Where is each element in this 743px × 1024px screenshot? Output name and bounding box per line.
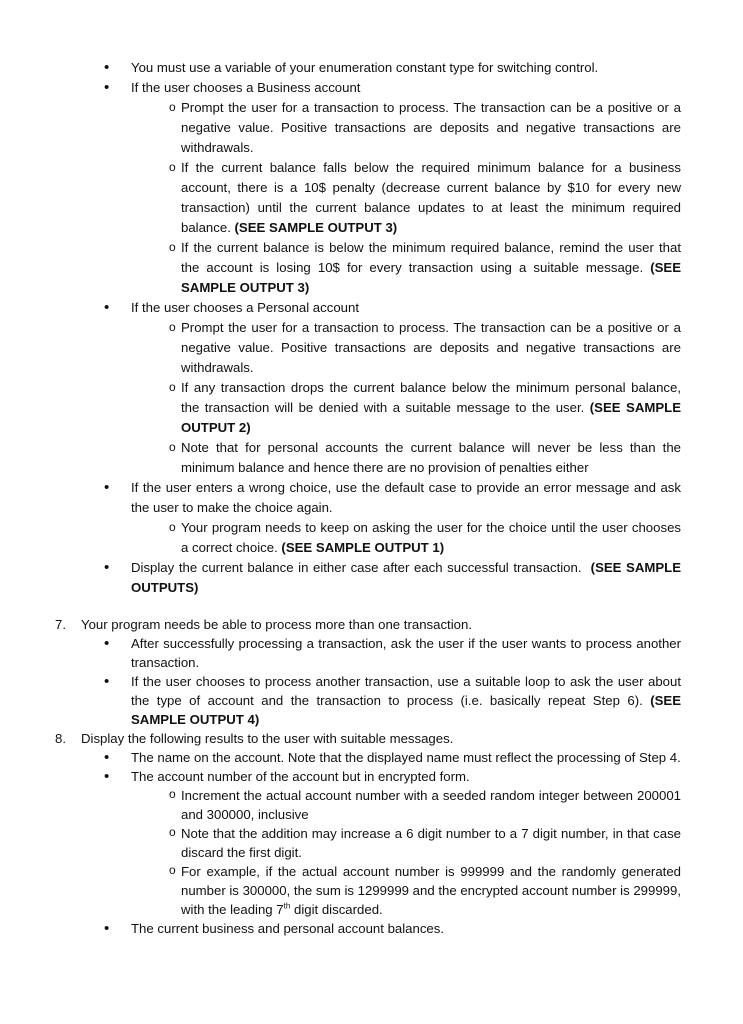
sample-output-ref: (SEE SAMPLE OUTPUTS) <box>131 560 681 595</box>
sub-text: If any transaction drops the current balance below the minimum personal balance, the transaction will be denied with a suitable message to the user. <box>181 380 681 415</box>
section-8-sub-example <box>0 862 681 919</box>
sample-output-ref: (SEE SAMPLE OUTPUT 4) <box>131 693 681 727</box>
business-sub-reminder <box>0 238 681 298</box>
sample-output-ref: (SEE SAMPLE OUTPUT 2) <box>181 400 681 435</box>
bullet-text: After successfully processing a transaction, ask the user if the user wants to process another transaction. <box>131 636 681 670</box>
bullet-personal-account <box>0 298 681 318</box>
bullet-enum-variable <box>0 58 681 78</box>
sub-text: Increment the actual account number with a seeded random integer between 200001 and 300000, inclusive <box>181 788 681 822</box>
sub-text: Note that for personal accounts the current balance will never be less than the minimum balance and hence there are no provision of penalties either <box>181 440 681 475</box>
bullet-text: The current business and personal account balances. <box>131 921 445 936</box>
section-7-heading <box>0 615 681 634</box>
bullet-text: You must use a variable of your enumeration constant type for switching control. <box>131 60 599 75</box>
personal-sub-prompt <box>0 318 681 378</box>
section-number: 8. <box>55 731 66 746</box>
bullet-text: If the user chooses to process another transaction, use a suitable loop to ask the user about the type of account and the transaction to process (i.e. basically repeat Step 6). <box>131 674 681 708</box>
sub-text: Your program needs to keep on asking the user for the choice until the user chooses a correct choice. <box>181 520 681 555</box>
document-page <box>0 58 743 938</box>
sub-text: If the current balance falls below the required minimum balance for a business account, there is a 10$ penalty (decrease current balance by $10 for every new transaction) until the current balance updates to at least the minimum required balance. <box>181 160 681 235</box>
superscript: th <box>283 901 291 911</box>
personal-sub-denied <box>0 378 681 438</box>
bullet-text: Display the current balance in either case after each successful transaction. <box>131 560 582 575</box>
section-7-bullet-another-transaction <box>0 634 681 672</box>
section-8-sub-increment <box>0 786 681 824</box>
sub-text: digit discarded. <box>290 902 383 917</box>
personal-sub-note <box>0 438 681 478</box>
sample-output-ref: (SEE SAMPLE OUTPUT 3) <box>181 260 681 295</box>
sample-output-ref: (SEE SAMPLE OUTPUT 3) <box>234 220 398 235</box>
sub-text: If the current balance is below the minimum required balance, remind the user that the account is losing 10$ for every transaction using a suitable message. <box>181 240 681 275</box>
section-title: Display the following results to the user with suitable messages. <box>81 731 454 746</box>
wrong-choice-sub <box>0 518 681 558</box>
section-8-bullet-balances <box>0 919 681 938</box>
business-sub-prompt <box>0 98 681 158</box>
sub-text: Prompt the user for a transaction to process. The transaction can be a positive or a negative value. Positive transactions are deposits and negative transactions are withdrawals. <box>181 100 681 155</box>
sub-text: Note that the addition may increase a 6 digit number to a 7 digit number, in that case discard the first digit. <box>181 826 681 860</box>
bullet-text: If the user chooses a Personal account <box>131 300 359 315</box>
section-number: 7. <box>55 617 66 632</box>
section-title: Your program needs be able to process more than one transaction. <box>81 617 472 632</box>
bullet-text: If the user chooses a Business account <box>131 80 361 95</box>
sub-text: Prompt the user for a transaction to process. The transaction can be a positive or a negative value. Positive transactions are deposits and negative transactions are withdrawals. <box>181 320 681 375</box>
bullet-business-account <box>0 78 681 98</box>
bullet-display-balance <box>0 558 681 598</box>
section-7-bullet-loop <box>0 672 681 729</box>
sample-output-ref: (SEE SAMPLE OUTPUT 1) <box>281 540 445 555</box>
section-8-heading <box>0 729 681 748</box>
section-8-bullet-name <box>0 748 681 767</box>
bullet-wrong-choice <box>0 478 681 518</box>
sub-text: For example, if the actual account number is 999999 and the randomly generated number is 300000, the sum is 1299999 and the encrypted account number is 299999, with the leading 7 <box>181 864 681 917</box>
business-sub-penalty <box>0 158 681 238</box>
bullet-text: The account number of the account but in encrypted form. <box>131 769 470 784</box>
bullet-text: The name on the account. Note that the displayed name must reflect the processing of Step 4. <box>131 750 681 765</box>
section-8-bullet-account-number <box>0 767 681 786</box>
section-8-sub-seven-digit <box>0 824 681 862</box>
bullet-text: If the user enters a wrong choice, use the default case to provide an error message and ask the user to make the choice again. <box>131 480 681 515</box>
